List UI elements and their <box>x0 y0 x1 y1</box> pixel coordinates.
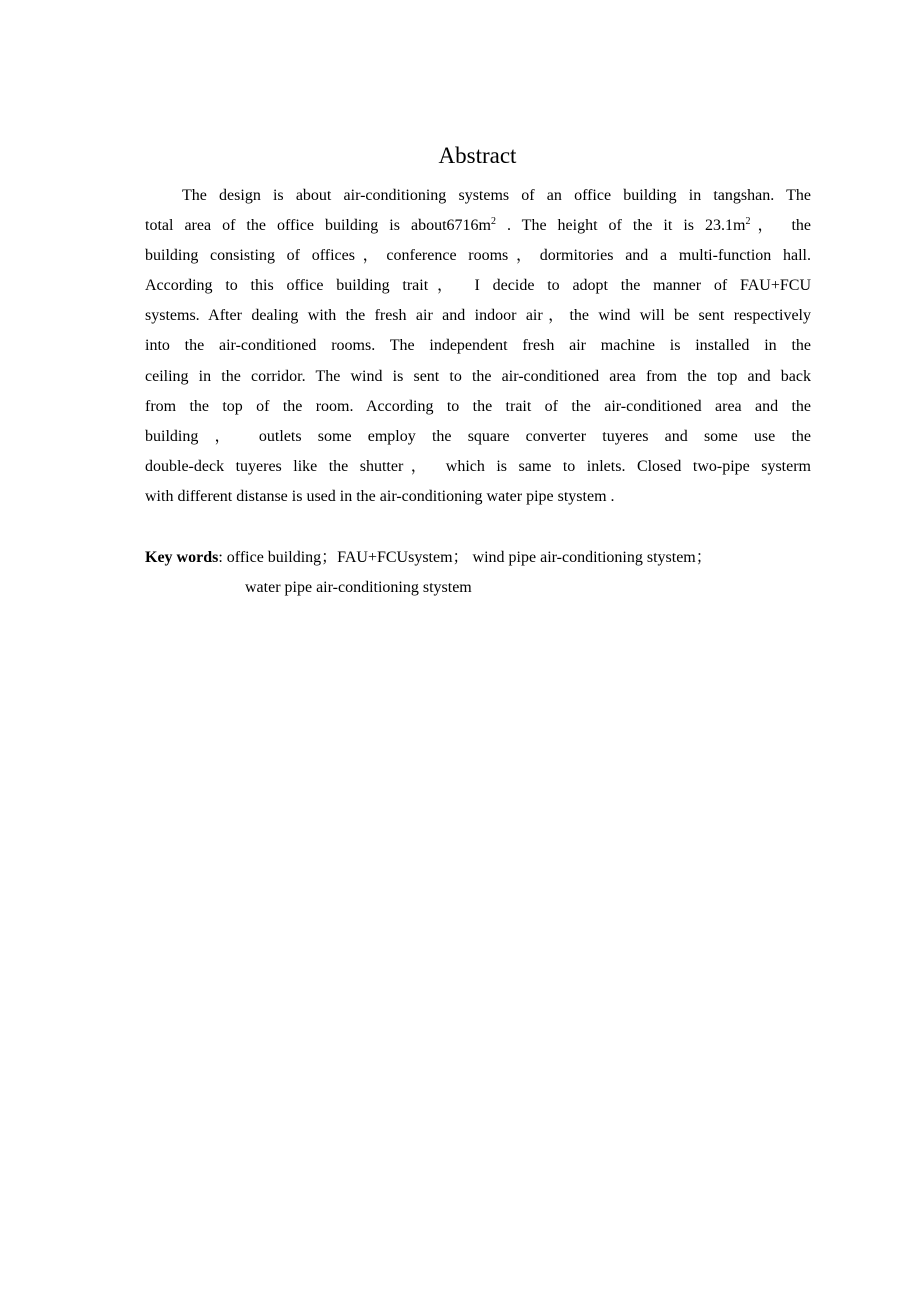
paragraph-line-2-text-c: ， the <box>750 217 811 235</box>
paragraph-line-2 <box>145 211 811 241</box>
paragraph-line-2-text-b: . The height of the it is 23.1m <box>495 217 746 235</box>
paragraph-line-10: double-deck tuyeres like the shutter， which is same to inlets. Closed two-pipe systerm <box>145 457 811 475</box>
paragraph-line-4: According to this office building trait， I decide to adopt the manner of FAU+FCU <box>145 277 811 295</box>
paragraph-line-11: with different distanse is used in the air-conditioning water pipe stystem . <box>145 487 615 505</box>
paragraph-line-8: from the top of the room. According to the trait of the air-conditioned area and the <box>145 397 811 415</box>
paragraph-line-6: into the air-conditioned rooms. The independent fresh air machine is installed in the <box>145 337 811 355</box>
paragraph-line-2-text: total area of the office building is about6716m <box>145 217 491 235</box>
keywords-separator: : <box>218 549 227 566</box>
abstract-title: Abstract <box>438 143 517 168</box>
superscript-2: 2 <box>490 216 496 228</box>
keywords-line-1: office building；FAU+FCUsystem； wind pipe air-conditioning stystem； <box>226 549 712 566</box>
paragraph-line-3: building consisting of offices，conference rooms，dormitories and a multi-function hall. <box>145 247 811 265</box>
superscript-2b: 2 <box>745 216 751 228</box>
paragraph-line-1: The design is about air-conditioning systems of an office building in tangshan. The <box>182 187 811 204</box>
paragraph-line-5: systems. After dealing with the fresh air and indoor air，the wind will be sent respectively <box>145 307 811 325</box>
keywords-section <box>145 543 825 603</box>
paragraph-line-7: ceiling in the corridor. The wind is sent to the air-conditioned area from the top and back <box>145 367 811 385</box>
abstract-paragraph <box>145 181 811 512</box>
paragraph-line-9: building ， outlets some employ the square converter tuyeres and some use the <box>145 427 811 445</box>
keywords-label: Key words <box>145 549 219 566</box>
keywords-line-2: water pipe air-conditioning stystem <box>245 579 472 596</box>
